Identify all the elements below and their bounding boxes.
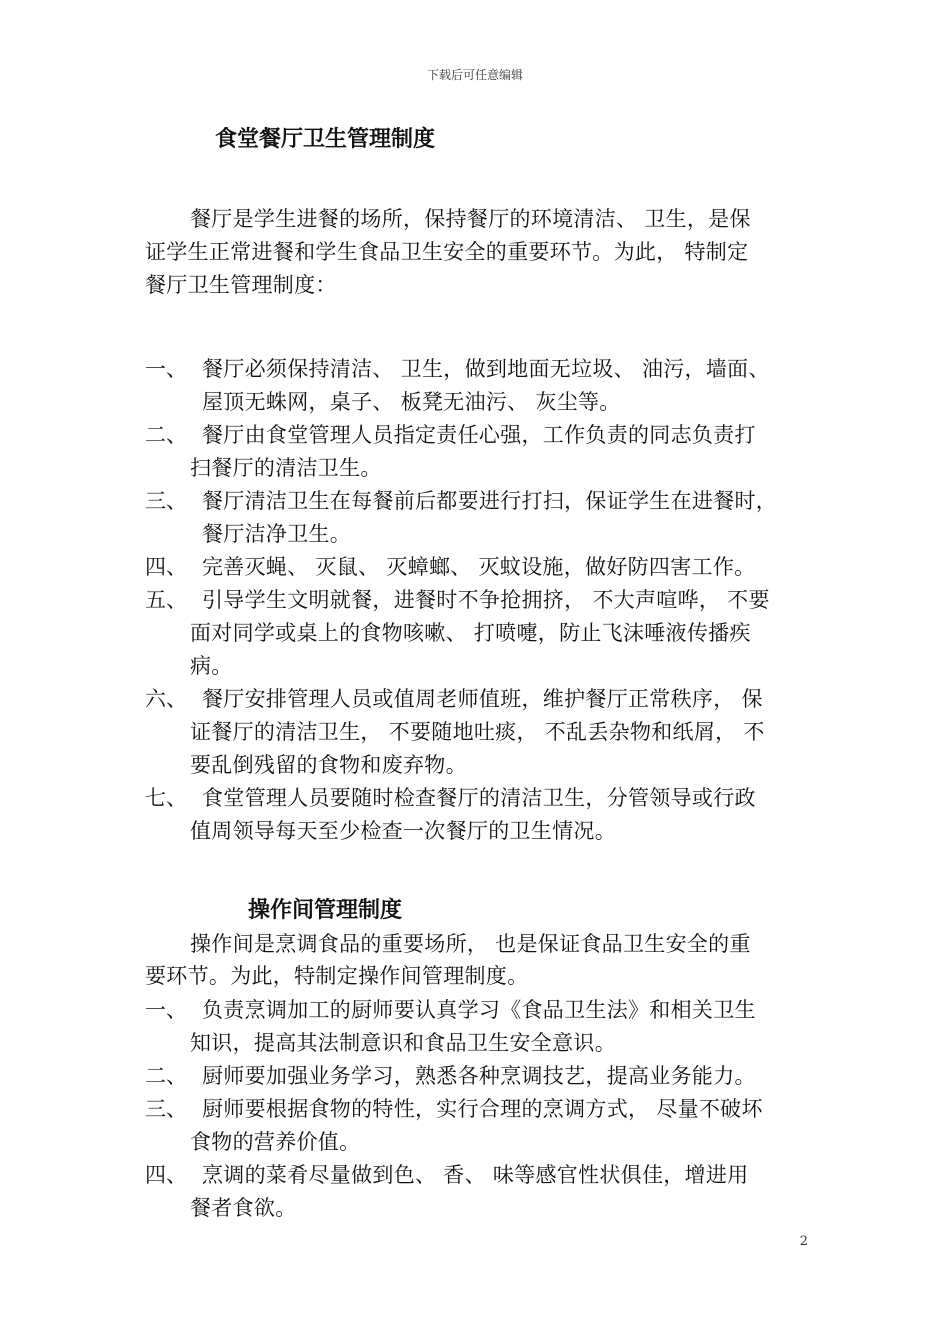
item-number: 四、 (145, 555, 187, 579)
item-number: 一、 (145, 998, 187, 1022)
item-line: 厨师要根据食物的特性，实行合理的烹调方式， 尽量不破坏 (202, 1097, 763, 1121)
item-number: 五、 (145, 588, 187, 612)
item-line: 餐厅由食堂管理人员指定责任心强，工作负责的同志负责打 (202, 423, 756, 447)
page-number: 2 (799, 1234, 808, 1249)
item-line: 餐厅必须保持清洁、 卫生，做到地面无垃圾、 油污，墙面、 (202, 357, 770, 381)
item-number: 三、 (145, 1097, 187, 1121)
item-line: 食堂管理人员要随时检查餐厅的清洁卫生，分管领导或行政 (202, 786, 756, 810)
item-number: 六、 (145, 687, 187, 711)
item-line: 负责烹调加工的厨师要认真学习《食品卫生法》和相关卫生 (202, 998, 756, 1022)
item-line: 厨师要加强业务学习，熟悉各种烹调技艺，提高业务能力。 (202, 1064, 756, 1088)
page-header: 下载后可任意编辑 (426, 68, 523, 82)
section1-title: 食堂餐厅卫生管理制度 (215, 127, 436, 152)
section1-intro-line: 餐厅卫生管理制度： (145, 273, 337, 297)
item-number: 四、 (145, 1163, 187, 1187)
item-line: 引导学生文明就餐，进餐时不争抢拥挤， 不大声喧哗， 不要 (202, 588, 770, 612)
item-line: 扫餐厅的清洁卫生。 (190, 456, 382, 480)
item-line: 食物的营养价值。 (190, 1130, 361, 1154)
item-line: 值周领导每天至少检查一次餐厅的卫生情况。 (190, 819, 616, 843)
item-number: 二、 (145, 1064, 187, 1088)
item-number: 一、 (145, 357, 187, 381)
item-line: 要乱倒残留的食物和废弃物。 (190, 753, 467, 777)
section1-intro-line: 证学生正常进餐和学生食品卫生安全的重要环节。为此， 特制定 (145, 240, 749, 264)
item-line: 餐厅安排管理人员或值周老师值班，维护餐厅正常秩序， 保 (202, 687, 763, 711)
item-line: 证餐厅的清洁卫生， 不要随地吐痰， 不乱丢杂物和纸屑， 不 (190, 720, 765, 744)
section2-intro-line: 要环节。为此，特制定操作间管理制度。 (145, 964, 529, 988)
item-line: 餐厅清洁卫生在每餐前后都要进行打扫，保证学生在进餐时， (202, 489, 778, 513)
section2-title: 操作间管理制度 (248, 898, 403, 923)
item-line: 餐厅洁净卫生。 (202, 522, 352, 546)
section1-intro-line: 餐厅是学生进餐的场所，保持餐厅的环境清洁、 卫生，是保 (190, 207, 751, 231)
item-line: 知识，提高其法制意识和食品卫生安全意识。 (190, 1031, 616, 1055)
item-line: 屋顶无蛛网，桌子、 板凳无油污、 灰尘等。 (202, 390, 621, 414)
item-number: 七、 (145, 786, 187, 810)
item-line: 烹调的菜肴尽量做到色、 香、 味等感官性状俱佳，增进用 (202, 1163, 749, 1187)
item-number: 三、 (145, 489, 187, 513)
item-line: 病。 (190, 654, 233, 678)
item-line: 完善灭蝇、 灭鼠、 灭蟑螂、 灭蚊设施，做好防四害工作。 (202, 555, 756, 579)
item-line: 餐者食欲。 (190, 1196, 297, 1220)
item-line: 面对同学或桌上的食物咳嗽、 打喷嚏，防止飞沫唾液传播疾 (190, 621, 751, 645)
section2-intro-line: 操作间是烹调食品的重要场所， 也是保证食品卫生安全的重 (190, 932, 751, 956)
item-number: 二、 (145, 423, 187, 447)
